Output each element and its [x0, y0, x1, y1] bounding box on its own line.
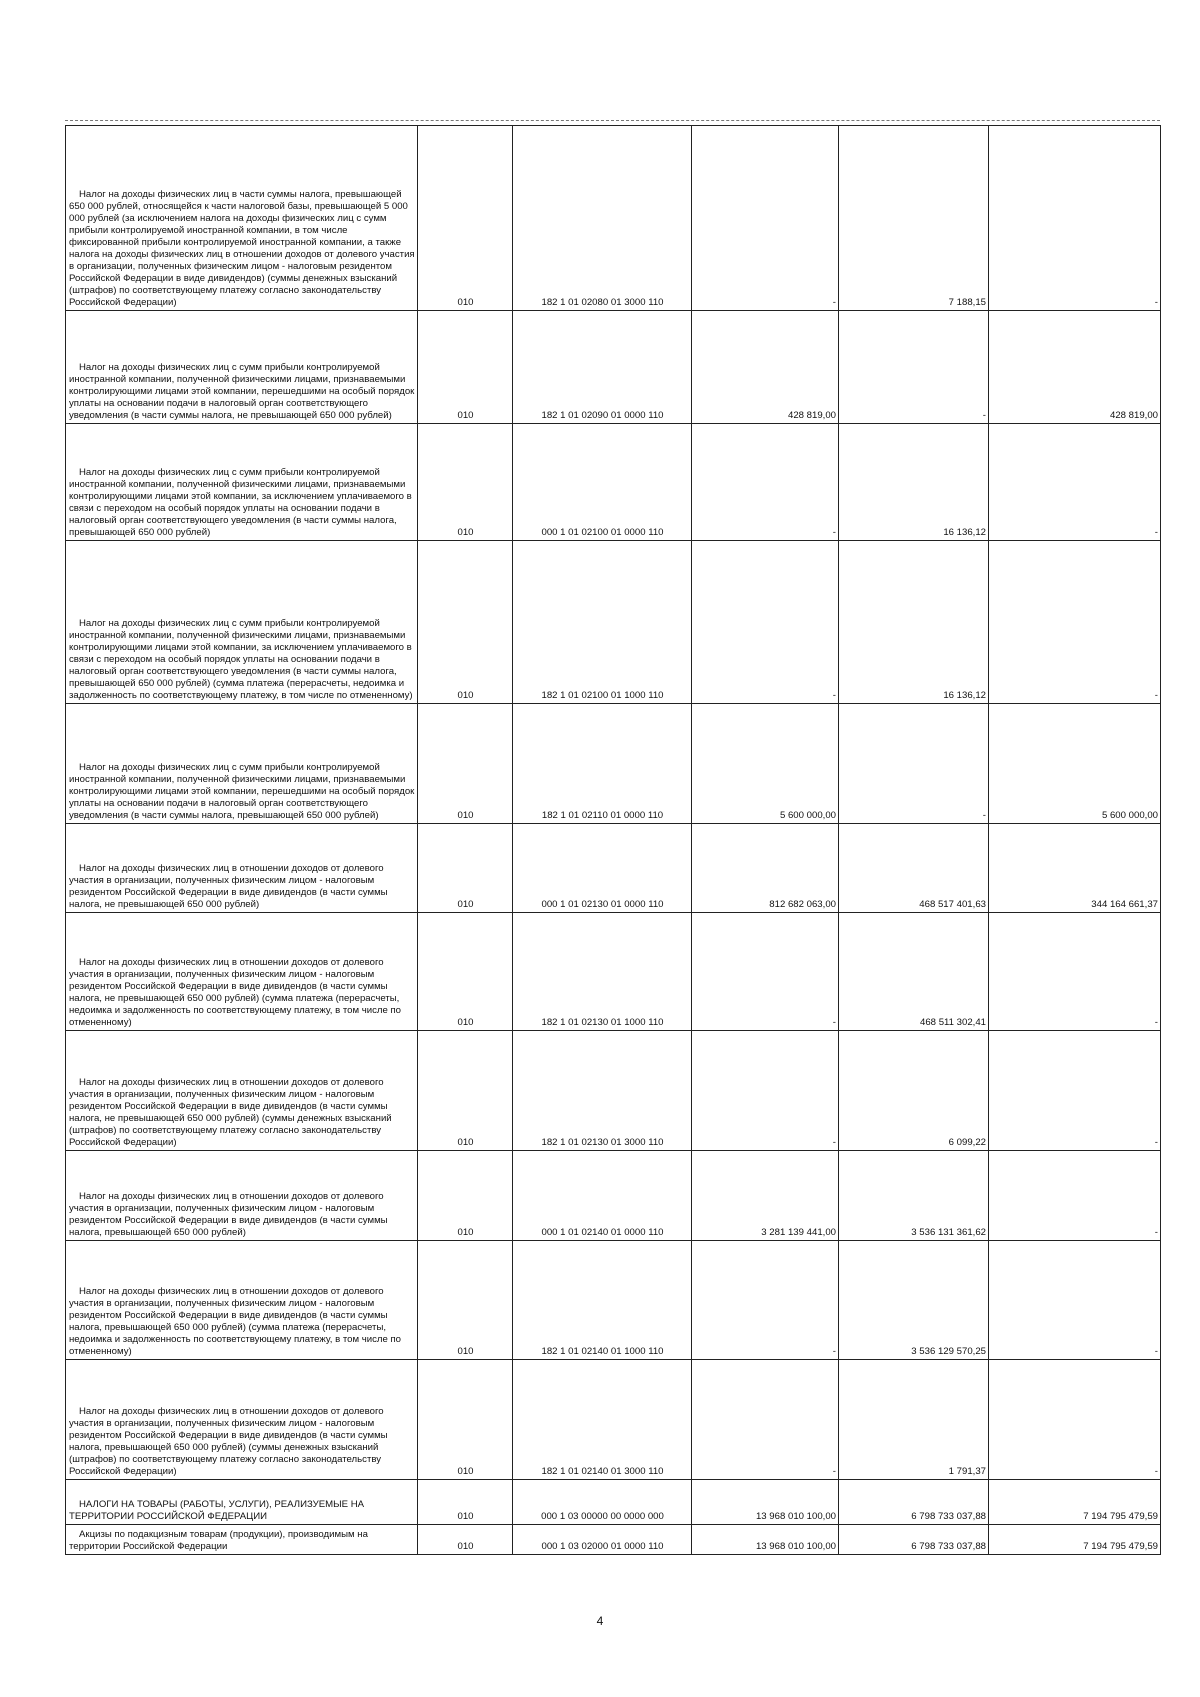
row-unexecuted: - — [989, 1151, 1161, 1241]
row-approved: - — [692, 1031, 839, 1151]
row-description: Налог на доходы физических лиц в части суммы налога, превышающей 650 000 рублей, относящейся к части налоговой базы, превышающей 5 000 000 рублей (за исключением налога на доходы физических лиц с сумм прибыли контролируемой иностранной компании, в том числе фиксированной прибыли контролируемой иностранной компании, а также налога на доходы физических лиц в отношении доходов от долевого участия в организации, полученных физическим лицом - налоговым резидентом Российской Федерации в виде дивидендов) (суммы денежных взысканий (штрафов) по соответствующему платежу согласно законодательству Российской Федерации) — [66, 126, 418, 311]
row-approved: 13 968 010 100,00 — [692, 1480, 839, 1525]
table-row — [66, 1151, 1161, 1241]
row-unexecuted: - — [989, 1360, 1161, 1480]
row-description: Налог на доходы физических лиц в отношении доходов от долевого участия в организации, полученных физическим лицом - налоговым резидентом Российской Федерации в виде дивидендов (в части суммы налога, не превышающей 650 000 рублей) (суммы денежных взысканий (штрафов) по соответствующему платежу согласно законодательству Российской Федерации) — [66, 1031, 418, 1151]
row-executed: 7 188,15 — [839, 126, 989, 311]
row-approved: - — [692, 424, 839, 541]
row-line-code: 010 — [418, 824, 513, 913]
row-unexecuted: 428 819,00 — [989, 311, 1161, 424]
row-budget-code: 182 1 01 02110 01 0000 110 — [513, 704, 692, 824]
revenue-table — [65, 125, 1161, 1555]
table-row — [66, 824, 1161, 913]
row-description: Налог на доходы физических лиц с сумм прибыли контролируемой иностранной компании, полученной физическими лицами, признаваемыми контролирующими лицами этой компании, за исключением уплачиваемого в связи с переходом на особый порядок уплаты на основании подачи в налоговый орган соответствующего уведомления (в части суммы налога, превышающей 650 000 рублей) — [66, 424, 418, 541]
row-executed: 3 536 131 361,62 — [839, 1151, 989, 1241]
row-line-code: 010 — [418, 1031, 513, 1151]
row-line-code: 010 — [418, 126, 513, 311]
row-line-code: 010 — [418, 1525, 513, 1555]
table-row — [66, 311, 1161, 424]
table-row — [66, 1525, 1161, 1555]
row-budget-code: 182 1 01 02090 01 0000 110 — [513, 311, 692, 424]
row-executed: 6 798 733 037,88 — [839, 1525, 989, 1555]
row-executed: 3 536 129 570,25 — [839, 1241, 989, 1360]
top-edge-rule — [65, 120, 1160, 121]
table-row — [66, 1031, 1161, 1151]
row-line-code: 010 — [418, 913, 513, 1031]
row-approved: 3 281 139 441,00 — [692, 1151, 839, 1241]
row-unexecuted: - — [989, 1031, 1161, 1151]
row-approved: - — [692, 126, 839, 311]
row-budget-code: 182 1 01 02130 01 1000 110 — [513, 913, 692, 1031]
row-description: Налог на доходы физических лиц в отношении доходов от долевого участия в организации, полученных физическим лицом - налоговым резидентом Российской Федерации в виде дивидендов (в части суммы налога, превышающей 650 000 рублей) (суммы денежных взысканий (штрафов) по соответствующему платежу согласно законодательству Российской Федерации) — [66, 1360, 418, 1480]
row-budget-code: 000 1 01 02130 01 0000 110 — [513, 824, 692, 913]
row-line-code: 010 — [418, 1151, 513, 1241]
table-row — [66, 913, 1161, 1031]
row-line-code: 010 — [418, 1480, 513, 1525]
page-number: 4 — [596, 1614, 604, 1628]
table-body — [66, 126, 1161, 1555]
row-unexecuted: - — [989, 541, 1161, 704]
row-budget-code: 000 1 03 02000 01 0000 110 — [513, 1525, 692, 1555]
row-line-code: 010 — [418, 1360, 513, 1480]
row-unexecuted: 7 194 795 479,59 — [989, 1480, 1161, 1525]
row-executed: 468 517 401,63 — [839, 824, 989, 913]
row-description: Акцизы по подакцизным товарам (продукции), производимым на территории Российской Федерации — [66, 1525, 418, 1555]
row-unexecuted: - — [989, 424, 1161, 541]
row-approved: - — [692, 913, 839, 1031]
row-line-code: 010 — [418, 311, 513, 424]
row-approved: - — [692, 1360, 839, 1480]
row-description: Налог на доходы физических лиц в отношении доходов от долевого участия в организации, полученных физическим лицом - налоговым резидентом Российской Федерации в виде дивидендов (в части суммы налога, превышающей 650 000 рублей) (сумма платежа (перерасчеты, недоимка и задолженность по соответствующему платежу, в том числе по отмененному) — [66, 1241, 418, 1360]
row-line-code: 010 — [418, 704, 513, 824]
row-executed: 6 798 733 037,88 — [839, 1480, 989, 1525]
row-executed: 16 136,12 — [839, 541, 989, 704]
row-executed: - — [839, 311, 989, 424]
row-executed: 1 791,37 — [839, 1360, 989, 1480]
table-row — [66, 424, 1161, 541]
row-approved: 13 968 010 100,00 — [692, 1525, 839, 1555]
row-budget-code: 000 1 01 02100 01 0000 110 — [513, 424, 692, 541]
row-unexecuted: 5 600 000,00 — [989, 704, 1161, 824]
row-budget-code: 182 1 01 02080 01 3000 110 — [513, 126, 692, 311]
row-budget-code: 182 1 01 02130 01 3000 110 — [513, 1031, 692, 1151]
table-row — [66, 704, 1161, 824]
row-line-code: 010 — [418, 541, 513, 704]
row-description: Налог на доходы физических лиц в отношении доходов от долевого участия в организации, полученных физическим лицом - налоговым резидентом Российской Федерации в виде дивидендов (в части суммы налога, превышающей 650 000 рублей) — [66, 1151, 418, 1241]
row-executed: 6 099,22 — [839, 1031, 989, 1151]
row-description: НАЛОГИ НА ТОВАРЫ (РАБОТЫ, УСЛУГИ), РЕАЛИЗУЕМЫЕ НА ТЕРРИТОРИИ РОССИЙСКОЙ ФЕДЕРАЦИИ — [66, 1480, 418, 1525]
row-executed: 16 136,12 — [839, 424, 989, 541]
row-unexecuted: - — [989, 126, 1161, 311]
row-unexecuted: - — [989, 1241, 1161, 1360]
table-row — [66, 1360, 1161, 1480]
row-unexecuted: 7 194 795 479,59 — [989, 1525, 1161, 1555]
row-executed: - — [839, 704, 989, 824]
row-budget-code: 000 1 03 00000 00 0000 000 — [513, 1480, 692, 1525]
row-description: Налог на доходы физических лиц в отношении доходов от долевого участия в организации, полученных физическим лицом - налоговым резидентом Российской Федерации в виде дивидендов (в части суммы налога, не превышающей 650 000 рублей) (сумма платежа (перерасчеты, недоимка и задолженность по соответствующему платежу, в том числе по отмененному) — [66, 913, 418, 1031]
row-approved: - — [692, 541, 839, 704]
row-budget-code: 000 1 01 02140 01 0000 110 — [513, 1151, 692, 1241]
row-unexecuted: 344 164 661,37 — [989, 824, 1161, 913]
row-approved: 428 819,00 — [692, 311, 839, 424]
row-unexecuted: - — [989, 913, 1161, 1031]
row-approved: 5 600 000,00 — [692, 704, 839, 824]
row-description: Налог на доходы физических лиц с сумм прибыли контролируемой иностранной компании, полученной физическими лицами, признаваемыми контролирующими лицами этой компании, за исключением уплачиваемого в связи с переходом на особый порядок уплаты на основании подачи в налоговый орган соответствующего уведомления (в части суммы налога, превышающей 650 000 рублей) (сумма платежа (перерасчеты, недоимка и задолженность по соответствующему платежу, в том числе по отмененному) — [66, 541, 418, 704]
row-description: Налог на доходы физических лиц в отношении доходов от долевого участия в организации, полученных физическим лицом - налоговым резидентом Российской Федерации в виде дивидендов (в части суммы налога, не превышающей 650 000 рублей) — [66, 824, 418, 913]
row-approved: 812 682 063,00 — [692, 824, 839, 913]
row-description: Налог на доходы физических лиц с сумм прибыли контролируемой иностранной компании, полученной физическими лицами, признаваемыми контролирующими лицами этой компании, перешедшими на особый порядок уплаты на основании подачи в налоговый орган соответствующего уведомления (в части суммы налога, превышающей 650 000 рублей) — [66, 704, 418, 824]
report-sheet — [65, 125, 1160, 1555]
row-line-code: 010 — [418, 1241, 513, 1360]
table-row — [66, 1480, 1161, 1525]
table-row — [66, 541, 1161, 704]
row-budget-code: 182 1 01 02100 01 1000 110 — [513, 541, 692, 704]
row-line-code: 010 — [418, 424, 513, 541]
row-executed: 468 511 302,41 — [839, 913, 989, 1031]
table-row — [66, 1241, 1161, 1360]
row-budget-code: 182 1 01 02140 01 3000 110 — [513, 1360, 692, 1480]
table-row — [66, 126, 1161, 311]
row-budget-code: 182 1 01 02140 01 1000 110 — [513, 1241, 692, 1360]
row-description: Налог на доходы физических лиц с сумм прибыли контролируемой иностранной компании, полученной физическими лицами, признаваемыми контролирующими лицами этой компании, перешедшими на особый порядок уплаты на основании подачи в налоговый орган соответствующего уведомления (в части суммы налога, не превышающей 650 000 рублей) — [66, 311, 418, 424]
row-approved: - — [692, 1241, 839, 1360]
